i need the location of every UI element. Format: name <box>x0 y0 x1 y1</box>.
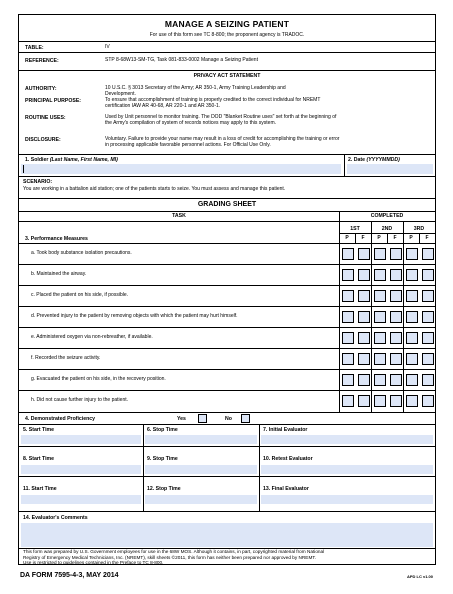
checkbox-a-2nd-p[interactable] <box>374 248 386 260</box>
disclosure-text-1: Voluntary. Failure to provide your name may result in a loss of credit for accomplishing the training or error <box>105 136 340 142</box>
start-time-label-5: 5. Start Time <box>23 427 55 433</box>
checkbox-g-2nd-f[interactable] <box>390 374 402 386</box>
checkbox-f-1st-f[interactable] <box>358 353 370 365</box>
authority-text-1: 10 U.S.C. § 3013 Secretary of the Army; AR 350-1, Army Training Leadership and <box>105 85 286 91</box>
purpose-label: PRINCIPAL PURPOSE: <box>25 98 82 104</box>
stop-time-label-12: 12. Stop Time <box>147 486 181 492</box>
start-time-field-5[interactable] <box>21 435 141 444</box>
start-time-label-8: 8. Start Time <box>23 456 55 462</box>
soldier-name-field[interactable] <box>21 164 341 174</box>
form-sheet <box>18 14 436 565</box>
pf-2f: F <box>393 235 397 241</box>
purpose-text-2: certification IAW AR 40-68, AR 220-1 and AR 350-1. <box>105 103 221 109</box>
routine-text-2: the Army's compilation of system of records notices may apply to this system. <box>105 120 277 126</box>
checkbox-g-1st-p[interactable] <box>342 374 354 386</box>
attempt-3rd: 3RD <box>413 226 425 232</box>
checkbox-h-1st-f[interactable] <box>358 395 370 407</box>
pf-2p: P <box>377 235 381 241</box>
checkbox-c-3rd-p[interactable] <box>406 290 418 302</box>
checkbox-e-2nd-p[interactable] <box>374 332 386 344</box>
task-row-b: b. Maintained the airway. <box>31 271 87 277</box>
checkbox-a-3rd-p[interactable] <box>406 248 418 260</box>
retest-evaluator-field[interactable] <box>261 465 433 474</box>
form-version: APD LC v1.00 <box>406 574 433 579</box>
checkbox-d-3rd-f[interactable] <box>422 311 434 323</box>
checkbox-f-3rd-p[interactable] <box>406 353 418 365</box>
stop-time-field-12[interactable] <box>145 495 257 504</box>
checkbox-c-2nd-f[interactable] <box>390 290 402 302</box>
checkbox-e-1st-f[interactable] <box>358 332 370 344</box>
reference-label: REFERENCE: <box>25 58 59 64</box>
checkbox-f-3rd-f[interactable] <box>422 353 434 365</box>
grading-heading: GRADING SHEET <box>197 201 257 208</box>
pf-1f: F <box>361 235 365 241</box>
checkbox-g-3rd-f[interactable] <box>422 374 434 386</box>
table-value: IV <box>105 44 110 50</box>
disclaimer-line-2: Registry of Emergency Medical Technicians, Inc. (NREMT), skill sheets ©2011, this form has neither been prepared nor approved by NREMT. <box>23 554 316 560</box>
task-row-a: a. Took body substance isolation precautions. <box>31 250 132 256</box>
pf-3f: F <box>425 235 429 241</box>
checkbox-d-1st-f[interactable] <box>358 311 370 323</box>
disclosure-text-2: in processing applicable favorable personnel actions. For Official Use Only. <box>105 142 271 148</box>
checkbox-b-3rd-f[interactable] <box>422 269 434 281</box>
checkbox-f-2nd-f[interactable] <box>390 353 402 365</box>
final-evaluator-label: 13. Final Evaluator <box>263 486 309 492</box>
checkbox-h-2nd-f[interactable] <box>390 395 402 407</box>
start-time-label-11: 11. Start Time <box>23 486 57 492</box>
checkbox-e-2nd-f[interactable] <box>390 332 402 344</box>
measures-label: 3. Performance Measures <box>25 236 88 242</box>
proficiency-no-label: No <box>225 416 232 422</box>
proficiency-yes-label: Yes <box>177 416 186 422</box>
date-label: 2. Date (YYYYMMDD) <box>348 157 400 163</box>
scenario-text: You are working in a battalion aid station; one of the patients starts to seize. You must assess and manage this patient. <box>23 186 286 192</box>
task-row-g: g. Evacuated the patient on his side, in the recovery position. <box>31 376 166 382</box>
task-row-d: d. Prevented injury to the patient by removing objects with which the patient may hurt himself. <box>31 313 238 319</box>
checkbox-e-3rd-p[interactable] <box>406 332 418 344</box>
checkbox-h-2nd-p[interactable] <box>374 395 386 407</box>
routine-label: ROUTINE USES: <box>25 115 66 121</box>
retest-evaluator-label: 10. Retest Evaluator <box>263 456 313 462</box>
initial-evaluator-label: 7. Initial Evaluator <box>263 427 308 433</box>
stop-time-label-6: 6. Stop Time <box>147 427 178 433</box>
completed-header: COMPLETED <box>370 213 404 219</box>
stop-time-field-9[interactable] <box>145 465 257 474</box>
start-time-field-8[interactable] <box>21 465 141 474</box>
task-row-f: f. Recorded the seizure activity. <box>31 355 101 361</box>
checkbox-b-2nd-p[interactable] <box>374 269 386 281</box>
date-field[interactable] <box>347 164 433 174</box>
checkbox-h-3rd-p[interactable] <box>406 395 418 407</box>
task-row-c: c. Placed the patient on his side, if possible. <box>31 292 129 298</box>
purpose-text-1: To ensure that accomplishment of training is properly credited to the correct individual for NREMT <box>105 97 321 103</box>
checkbox-b-3rd-p[interactable] <box>406 269 418 281</box>
checkbox-d-1st-p[interactable] <box>342 311 354 323</box>
soldier-label: 1. Soldier (Last Name, First Name, MI) <box>25 157 118 163</box>
final-evaluator-field[interactable] <box>261 495 433 504</box>
checkbox-c-1st-f[interactable] <box>358 290 370 302</box>
checkbox-h-3rd-f[interactable] <box>422 395 434 407</box>
authority-label: AUTHORITY: <box>25 86 57 92</box>
reference-value: STP 8-68W13-SM-TG, Task 081-833-0002 Manage a Seizing Patient <box>105 57 258 63</box>
routine-text-1: Used by Unit personnel to monitor training. The DOD "Blanket Routine uses" set forth at the beginning of <box>105 114 337 120</box>
form-title: MANAGE A SEIZING PATIENT <box>164 19 290 29</box>
checkbox-c-2nd-p[interactable] <box>374 290 386 302</box>
start-time-field-11[interactable] <box>21 495 141 504</box>
stop-time-field-6[interactable] <box>145 435 257 444</box>
authority-text-2: Development. <box>105 91 136 97</box>
task-header: TASK <box>172 213 186 219</box>
attempt-2nd: 2ND <box>381 226 393 232</box>
checkbox-d-2nd-f[interactable] <box>390 311 402 323</box>
checkbox-e-3rd-f[interactable] <box>422 332 434 344</box>
task-row-e: e. Administered oxygen via non-rebreather, if available. <box>31 334 153 340</box>
proficiency-label: 4. Demonstrated Proficiency <box>25 416 96 422</box>
checkbox-c-3rd-f[interactable] <box>422 290 434 302</box>
checkbox-a-2nd-f[interactable] <box>390 248 402 260</box>
checkbox-a-1st-f[interactable] <box>358 248 370 260</box>
checkbox-b-2nd-f[interactable] <box>390 269 402 281</box>
checkbox-c-1st-p[interactable] <box>342 290 354 302</box>
scenario-label: SCENARIO: <box>23 179 53 185</box>
checkbox-b-1st-f[interactable] <box>358 269 370 281</box>
pf-3p: P <box>409 235 413 241</box>
disclaimer-line-3: Use is restricted to guidelines contained in the Preface to TC 8-800. <box>23 560 164 565</box>
checkbox-d-2nd-p[interactable] <box>374 311 386 323</box>
attempt-1st: 1ST <box>350 226 360 232</box>
proficiency-no-checkbox[interactable] <box>241 414 250 423</box>
initial-evaluator-field[interactable] <box>261 435 433 444</box>
checkbox-h-1st-p[interactable] <box>342 395 354 407</box>
stop-time-label-9: 9. Stop Time <box>147 456 178 462</box>
checkbox-f-1st-p[interactable] <box>342 353 354 365</box>
comments-label: 14. Evaluator's Comments <box>23 515 88 521</box>
task-row-h: h. Did not cause further injury to the patient. <box>31 397 128 403</box>
checkbox-g-1st-f[interactable] <box>358 374 370 386</box>
checkbox-g-2nd-p[interactable] <box>374 374 386 386</box>
disclaimer-line-1: This form was prepared by U.S. Government employees for use in the 68W MOS. Although it contains, in part, copyrighted material from National <box>23 549 325 554</box>
checkbox-g-3rd-p[interactable] <box>406 374 418 386</box>
form-subtitle: For use of this form see TC 8-800; the proponent agency is TRADOC. <box>149 32 305 38</box>
table-label: TABLE: <box>25 45 44 51</box>
comments-field[interactable] <box>21 523 433 547</box>
checkbox-a-3rd-f[interactable] <box>422 248 434 260</box>
proficiency-yes-checkbox[interactable] <box>198 414 207 423</box>
checkbox-b-1st-p[interactable] <box>342 269 354 281</box>
privacy-heading: PRIVACY ACT STATEMENT <box>193 73 261 79</box>
checkbox-d-3rd-p[interactable] <box>406 311 418 323</box>
form-number: DA FORM 7595-4-3, MAY 2014 <box>20 572 119 579</box>
checkbox-f-2nd-p[interactable] <box>374 353 386 365</box>
disclosure-label: DISCLOSURE: <box>25 137 61 143</box>
pf-1p: P <box>345 235 349 241</box>
checkbox-a-1st-p[interactable] <box>342 248 354 260</box>
checkbox-e-1st-p[interactable] <box>342 332 354 344</box>
